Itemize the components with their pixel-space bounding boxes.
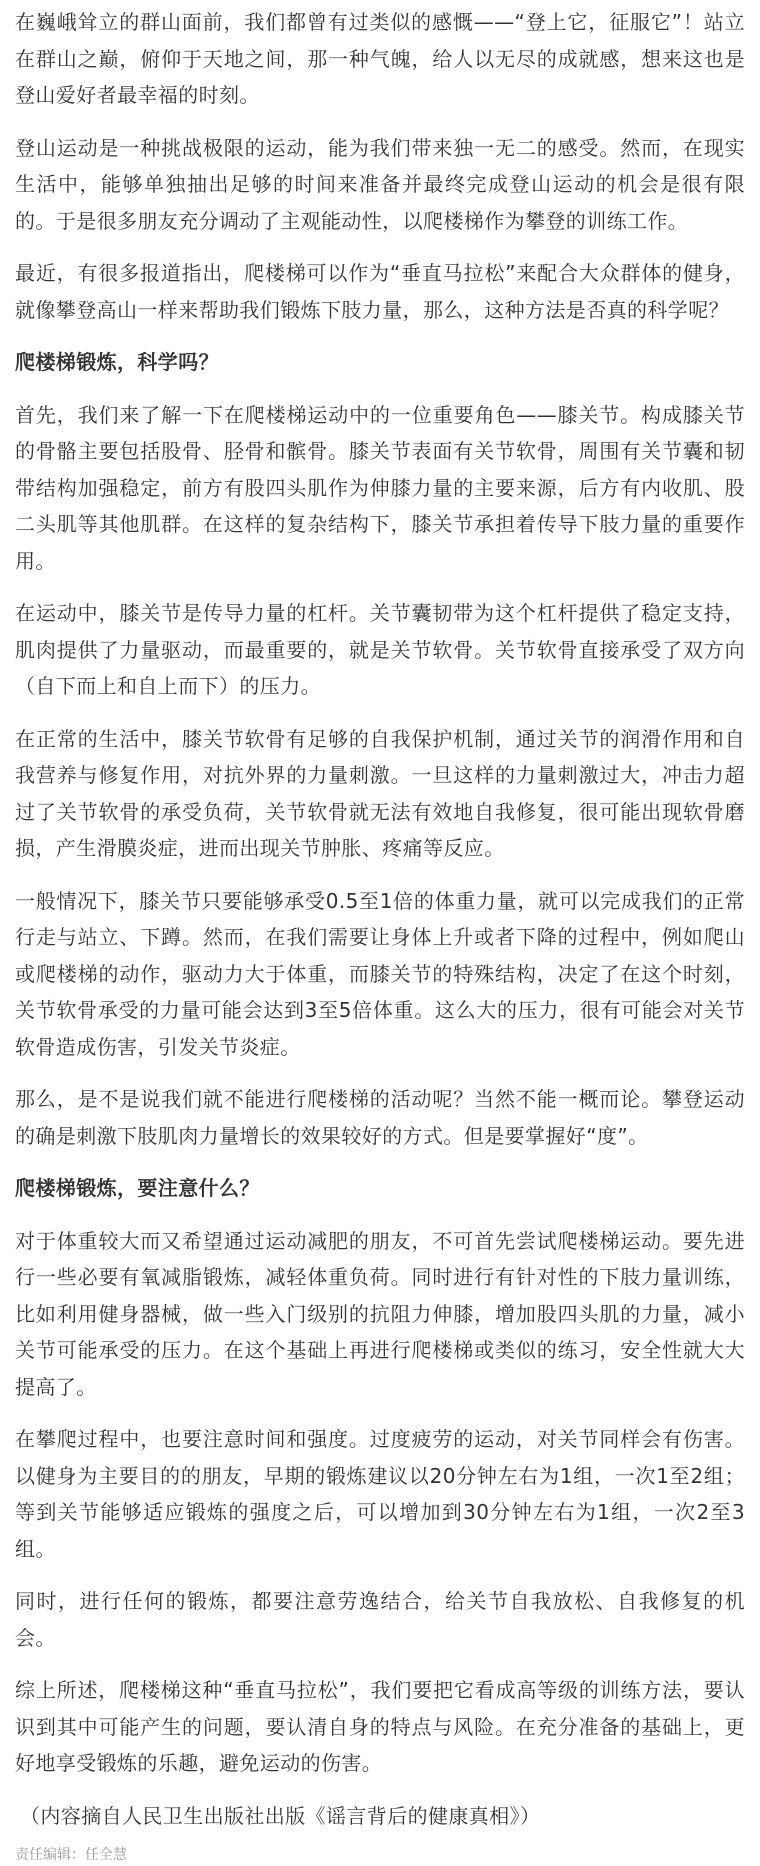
section-heading: 爬楼梯锻炼，科学吗？ [15,350,219,374]
paragraph: 最近，有很多报道指出，爬楼梯可以作为“垂直马拉松”来配合大众群体的健身，就像攀登高山一样来帮助我们锻炼下肢力量，那么，这种方法是否真的科学呢？ [15,261,745,322]
paragraph: 登山运动是一种挑战极限的运动，能为我们带来独一无二的感受。然而，在现实生活中，能够单独抽出足够的时间来准备并最终完成登山运动的机会是很有限的。于是很多朋友充分调动了主观能动性，以爬楼梯作为攀登的训练工作。 [15,135,745,233]
paragraph: 一般情况下，膝关节只要能够承受0.5至1倍的体重力量，就可以完成我们的正常行走与站立、下蹲。然而，在我们需要让身体上升或者下降的过程中，例如爬山或爬楼梯的动作，驱动力大于体重，而膝关节的特殊结构，决定了在这个时刻，关节软骨承受的力量可能会达到3至5倍体重。这么大的压力，很有可能会对关节软骨造成伤害，引发关节炎症。 [15,888,745,1059]
article-body [15,0,745,1866]
source-note: （内容摘自人民卫生出版社出版《谣言背后的健康真相》） [20,1803,541,1828]
paragraph: 对于体重较大而又希望通过运动减肥的朋友，不可首先尝试爬楼梯运动。要先进行一些必要有氧减脂锻炼，减轻体重负荷。同时进行有针对性的下肢力量训练，比如利用健身器械，做一些入门级别的抗阻力伸膝，增加股四头肌的力量，减小关节可能承受的压力。在这个基础上再进行爬楼梯或类似的练习，安全性就大大提高了。 [15,1228,745,1399]
paragraph: 在正常的生活中，膝关节软骨有足够的自我保护机制，通过关节的润滑作用和自我营养与修复作用，对抗外界的力量刺激。一旦这样的力量刺激过大，冲击力超过了关节软骨的承受负荷，关节软骨就无法有效地自我修复，很可能出现软骨磨损，产生滑膜炎症，进而出现关节肿胀、疼痛等反应。 [15,726,745,860]
paragraph: 在攀爬过程中，也要注意时间和强度。过度疲劳的运动，对关节同样会有伤害。以健身为主要目的的朋友，早期的锻炼建议以20分钟左右为1组，一次1至2组；等到关节能够适应锻炼的强度之后，可以增加到30分钟左右为1组，一次2至3组。 [15,1427,745,1561]
paragraph: 在运动中，膝关节是传导力量的杠杆。关节囊韧带为这个杠杆提供了稳定支持，肌肉提供了力量驱动，而最重要的，就是关节软骨。关节软骨直接承受了双方向（自下而上和自上而下）的压力。 [15,601,745,698]
paragraph: 综上所述，爬楼梯这种“垂直马拉松”，我们要把它看成高等级的训练方法，要认识到其中可能产生的问题，要认清自身的特点与风险。在充分准备的基础上，更好地享受锻炼的乐趣，避免运动的伤害。 [15,1678,745,1775]
paragraph-intro: 在巍峨耸立的群山面前，我们都曾有过类似的感慨——“登上它，征服它”！站立在群山之巅，俯仰于天地之间，那一种气魄，给人以无尽的成就感，想来这也是登山爱好者最幸福的时刻。 [15,10,745,107]
paragraph: 那么，是不是说我们就不能进行爬楼梯的活动呢？当然不能一概而论。攀登运动的确是刺激下肢肌肉力量增长的效果较好的方式。但是要掌握好“度”。 [15,1087,745,1148]
paragraph: 首先，我们来了解一下在爬楼梯运动中的一位重要角色——膝关节。构成膝关节的骨骼主要包括股骨、胫骨和髌骨。膝关节表面有关节软骨，周围有关节囊和韧带结构加强稳定，前方有股四头肌作为伸膝力量的主要来源，后方有内收肌、股二头肌等其他肌群。在这样的复杂结构下，膝关节承担着传导下肢力量的重要作用。 [15,402,745,573]
paragraph: 同时，进行任何的锻炼，都要注意劳逸结合，给关节自我放松、自我修复的机会。 [15,1589,745,1650]
editor-credit: 责任编辑：任全慧 [15,1847,127,1863]
section-heading: 爬楼梯锻炼，要注意什么？ [15,1176,260,1200]
